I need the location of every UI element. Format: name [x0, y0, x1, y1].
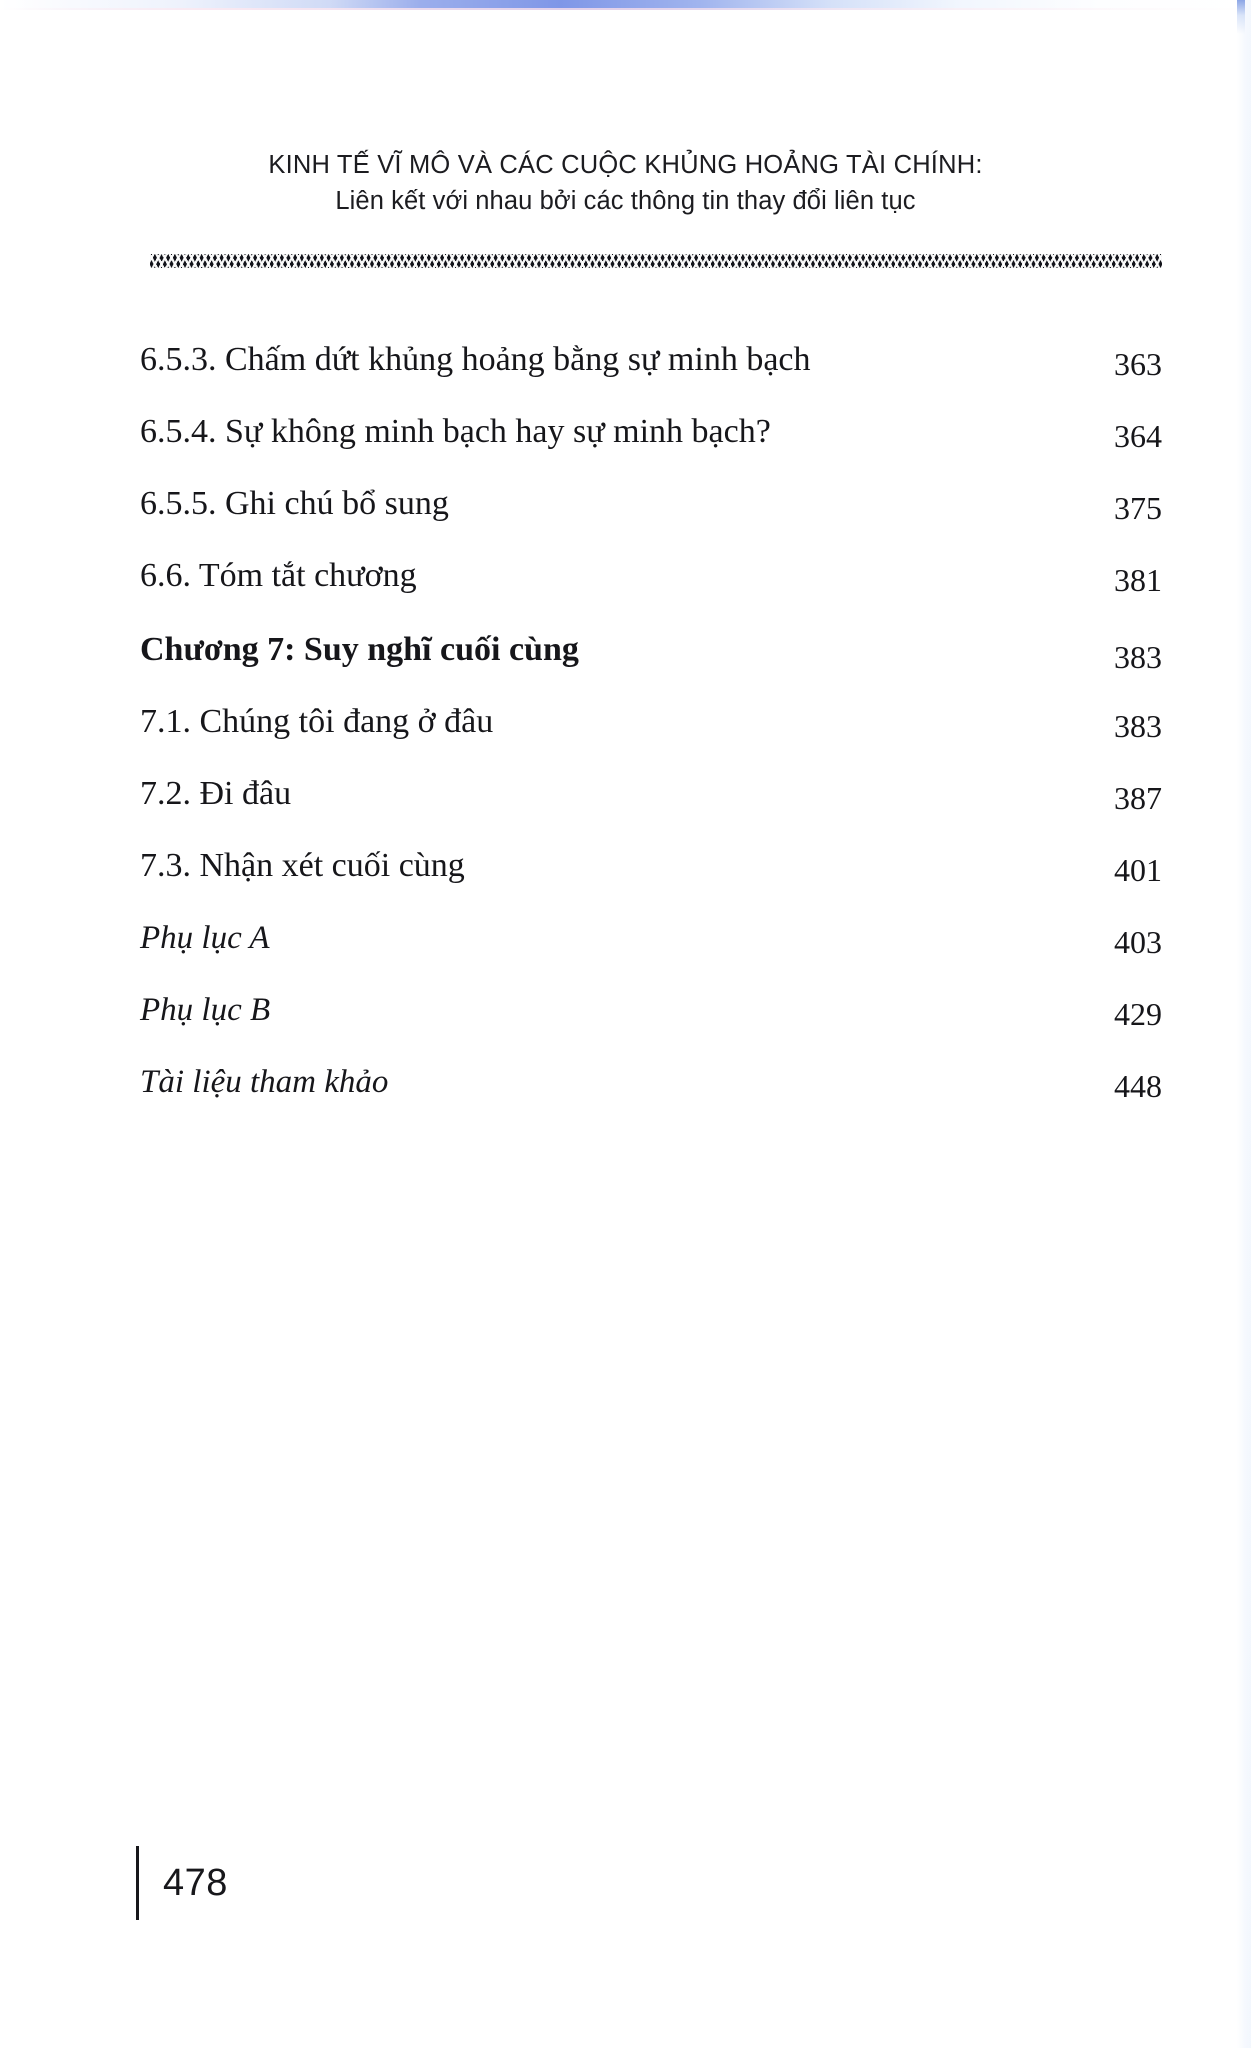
braided-divider-ornament [150, 252, 1162, 270]
toc-entry-title: 7.3. Nhận xét cuối cùng [140, 847, 465, 884]
page-folio [136, 1846, 228, 1920]
toc-entry[interactable] [140, 557, 1162, 598]
braided-divider-top-cap [150, 252, 1162, 254]
toc-entry-title: 6.6. Tóm tắt chương [140, 557, 417, 594]
running-head-line-1: KINH TẾ VĨ MÔ VÀ CÁC CUỘC KHỦNG HOẢNG TÀI CHÍNH: [268, 151, 983, 179]
folio-vertical-rule [136, 1846, 139, 1920]
toc-entry[interactable] [140, 703, 1162, 744]
folio-page-number: 478 [163, 1862, 228, 1904]
toc-entry-page-number: 375 [1114, 490, 1162, 526]
toc-entry[interactable] [140, 485, 1162, 526]
toc-entry-page-number: 383 [1114, 708, 1162, 744]
toc-entry-page-number: 383 [1114, 639, 1162, 675]
toc-entry-title: Phụ lục B [140, 992, 271, 1028]
toc-entry-title: Chương 7: Suy nghĩ cuối cùng [140, 631, 579, 668]
toc-entry[interactable] [140, 631, 1162, 675]
toc-entry[interactable] [140, 847, 1162, 888]
toc-entry-title: 7.2. Đi đâu [140, 775, 292, 812]
toc-entry-title: 6.5.4. Sự không minh bạch hay sự minh bạch? [140, 413, 771, 450]
toc-entry[interactable] [140, 1064, 1162, 1104]
toc-entry-title: 6.5.5. Ghi chú bổ sung [140, 485, 449, 522]
toc-entry[interactable] [140, 413, 1162, 454]
toc-entry-page-number: 429 [1114, 996, 1162, 1032]
toc-entry-page-number: 401 [1114, 852, 1162, 888]
toc-entry-page-number: 364 [1114, 418, 1162, 454]
toc-entry-page-number: 448 [1114, 1068, 1162, 1104]
toc-entry[interactable] [140, 341, 1162, 382]
table-of-contents [140, 341, 1162, 1104]
toc-entry-title: Tài liệu tham khảo [140, 1064, 389, 1100]
scan-artifact-top-band [0, 0, 1251, 10]
toc-entry[interactable] [140, 775, 1162, 816]
toc-entry-title: 7.1. Chúng tôi đang ở đâu [140, 703, 494, 740]
running-head-line-2: Liên kết với nhau bởi các thông tin thay đổi liên tục [335, 187, 916, 215]
toc-entry[interactable] [140, 992, 1162, 1032]
toc-entry-page-number: 381 [1114, 562, 1162, 598]
toc-entry[interactable] [140, 920, 1162, 960]
toc-entry-title: 6.5.3. Chấm dứt khủng hoảng bằng sự minh bạch [140, 341, 811, 378]
toc-entry-page-number: 387 [1114, 780, 1162, 816]
scan-artifact-top-hairline [0, 8, 1251, 10]
braided-divider-bottom-cap [150, 268, 1162, 270]
toc-entry-page-number: 403 [1114, 924, 1162, 960]
scan-artifact-right-tip [1237, 0, 1245, 34]
running-head [0, 148, 1251, 220]
toc-entry-title: Phụ lục A [140, 920, 270, 956]
scan-artifact-right-edge [1237, 0, 1251, 2048]
toc-entry-page-number: 363 [1114, 346, 1162, 382]
